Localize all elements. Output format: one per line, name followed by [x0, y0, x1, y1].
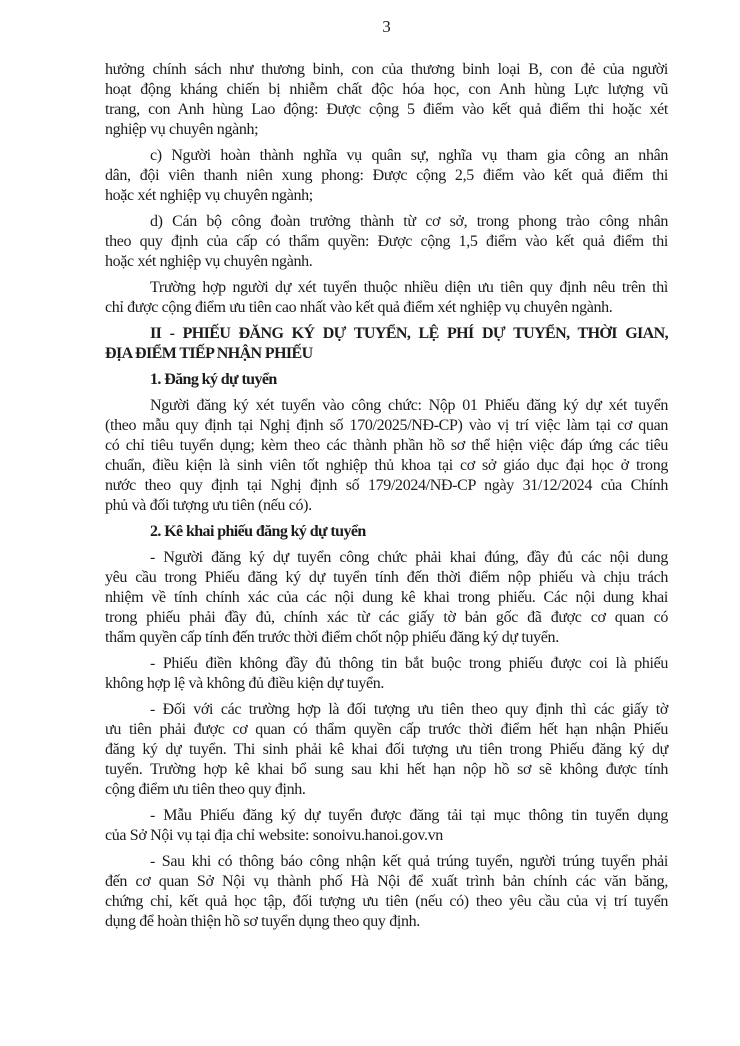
text-line: chuẩn, điều kiện là sinh viên tốt nghiệp thủ khoa tại cơ sở giáo dục đại học ở trong	[105, 457, 668, 474]
para-nhieu-dien-uu-tien	[105, 278, 668, 318]
text-line: 1. Đăng ký dự tuyển	[150, 371, 277, 388]
text-line: c) Người hoàn thành nghĩa vụ quân sự, nghĩa vụ tham gia công an nhân	[150, 147, 668, 164]
para-item-d-can-bo-cong-doan	[105, 212, 668, 272]
text-line: d) Cán bộ công đoàn trưởng thành từ cơ sở, trong phong trào công nhân	[150, 213, 668, 230]
text-line: - Người đăng ký dự tuyển công chức phải khai đúng, đầy đủ các nội dung	[150, 549, 668, 566]
text-line: chứng chỉ, kết quả học tập, đối tượng ưu tiên (nếu có) theo yêu cầu của vị trí tuyển	[105, 893, 668, 910]
text-line: - Phiếu điền không đầy đủ thông tin bắt buộc trong phiếu được coi là phiếu	[150, 655, 668, 672]
text-line: tuyển. Trường hợp kê khai bổ sung sau khi hết hạn nộp hồ sơ sẽ không được tính	[105, 761, 668, 778]
text-line: có chỉ tiêu tuyển dụng; kèm theo các thành phần hồ sơ thể hiện việc đáp ứng các tiêu	[105, 437, 668, 454]
text-line: nước theo quy định tại Nghị định số 179/2024/NĐ-CP ngày 31/12/2024 của Chính	[105, 477, 668, 494]
para-item-c-nghia-vu-quan-su	[105, 146, 668, 206]
text-line: II - PHIẾU ĐĂNG KÝ DỰ TUYỂN, LỆ PHÍ DỰ TUYỂN, THỜI GIAN,	[150, 325, 668, 342]
text-line: hoặc xét nghiệp vụ chuyên ngành;	[105, 187, 313, 204]
text-line: phủ và đối tượng ưu tiên (nếu có).	[105, 497, 312, 514]
text-line: hoặc xét nghiệp vụ chuyên ngành.	[105, 253, 313, 270]
text-line: cộng điểm ưu tiên theo quy định.	[105, 781, 306, 798]
text-line: dụng để hoàn thiện hồ sơ tuyển dụng theo quy định.	[105, 913, 420, 930]
page-number: 3	[382, 17, 391, 36]
text-line: ưu tiên phải được cơ quan có thẩm quyền cấp trước thời điểm hết hạn nhận Phiếu	[105, 721, 668, 738]
text-line: yêu cầu trong Phiếu đăng ký dự tuyển tính đến thời điểm nộp phiếu và chịu trách	[105, 569, 668, 586]
text-line: - Sau khi có thông báo công nhận kết quả trúng tuyển, người trúng tuyển phải	[150, 853, 668, 870]
text-line: trong phiếu phải đầy đủ, chính xác từ các giấy tờ bản gốc đã được cơ quan có	[105, 609, 668, 626]
para-mau-phieu-website	[105, 806, 668, 846]
text-line: ĐỊA ĐIỂM TIẾP NHẬN PHIẾU	[105, 345, 313, 362]
text-line: đăng ký dự tuyển. Thi sinh phải kê khai đối tượng ưu tiên trong Phiếu đăng ký dự	[105, 741, 668, 758]
text-line: của Sở Nội vụ tại địa chỉ website: sonoivu.hanoi.gov.vn	[105, 827, 443, 844]
text-line: - Mẫu Phiếu đăng ký dự tuyển được đăng tải tại mục thông tin tuyển dụng	[150, 807, 668, 824]
text-line: (theo mẫu quy định tại Nghị định số 170/2025/NĐ-CP) vào vị trí việc làm tại cơ quan	[105, 417, 668, 434]
document-body	[105, 60, 668, 932]
text-line: nghiệp vụ chuyên ngành;	[105, 121, 259, 138]
text-line: nhiệm về tính chính xác của các nội dung kê khai trong phiếu. Các nội dung khai	[105, 589, 668, 606]
text-line: Người đăng ký xét tuyển vào công chức: Nộp 01 Phiếu đăng ký dự xét tuyển	[150, 397, 668, 414]
text-line: đến cơ quan Sở Nội vụ thành phố Hà Nội để xuất trình bản chính các văn băng,	[105, 873, 668, 890]
para-nop-phieu-dang-ky	[105, 396, 668, 516]
text-line: chỉ được cộng điểm ưu tiên cao nhất vào kết quả điểm xét nghiệp vụ chuyên ngành.	[105, 299, 613, 316]
para-khai-dung-day-du	[105, 548, 668, 648]
text-line: theo quy định của cấp có thẩm quyền: Được cộng 1,5 điểm vào kết quả điểm thi	[105, 233, 668, 250]
text-line: trang, con Anh hùng Lao động: Được cộng 5 điểm vào kết quả điểm thi hoặc xét	[105, 101, 668, 118]
para-xuat-trinh-ban-chinh	[105, 852, 668, 932]
text-line: - Đối với các trường hợp là đối tượng ưu tiên theo quy định thì các giấy tờ	[150, 701, 668, 718]
para-phieu-khong-hop-le	[105, 654, 668, 694]
heading-1-dang-ky-du-tuyen	[105, 370, 668, 390]
text-line: hoạt động kháng chiến bị nhiễm chất độc hóa học, con Anh hùng Lực lượng vũ	[105, 81, 668, 98]
text-line: thẩm quyền cấp tính đến trước thời điểm chốt nộp phiếu đăng ký dự tuyển.	[105, 629, 559, 646]
para-giay-to-uu-tien	[105, 700, 668, 800]
text-line: không hợp lệ và không đủ điều kiện dự tuyển.	[105, 675, 385, 692]
heading-section-ii-phieu-dang-ky	[105, 324, 668, 364]
heading-2-ke-khai-phieu	[105, 522, 668, 542]
text-line: hưởng chính sách như thương binh, con của thương binh loại B, con đẻ của người	[105, 61, 668, 78]
text-line: dân, đội viên thanh niên xung phong: Được cộng 2,5 điểm vào kết quả điểm thi	[105, 167, 668, 184]
para-policy-beneficiaries	[105, 60, 668, 140]
text-line: 2. Kê khai phiếu đăng ký dự tuyển	[150, 523, 366, 540]
text-line: Trường hợp người dự xét tuyển thuộc nhiều diện ưu tiên quy định nêu trên thì	[150, 279, 668, 296]
